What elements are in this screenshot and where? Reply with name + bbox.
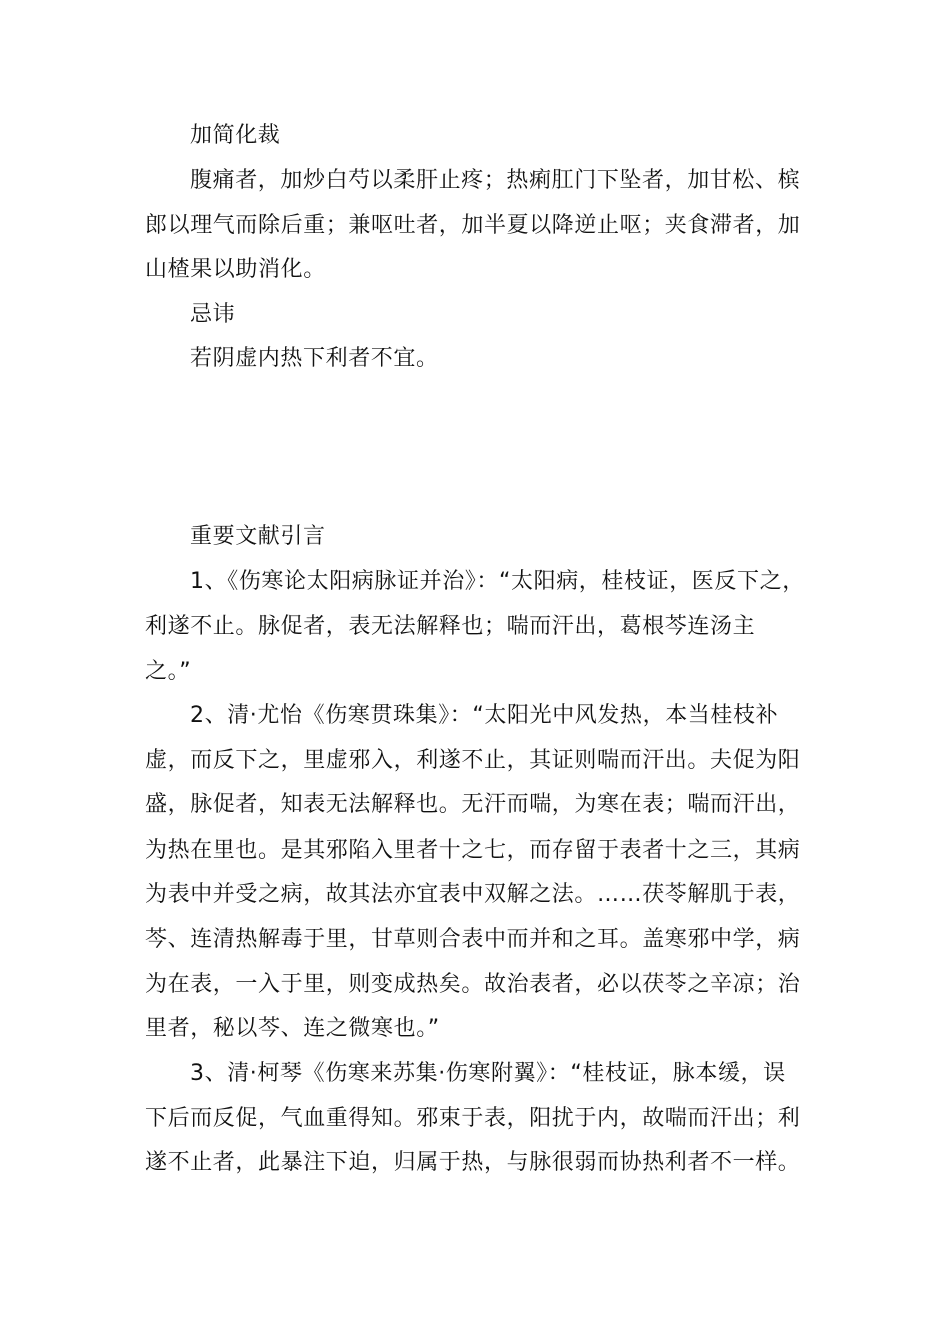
paragraph-line: 下后而反促，气血重得知。邪束于表，阳扰于内，故喘而汗出；利 bbox=[145, 1106, 801, 1131]
paragraph-line: 利遂不止。脉促者，表无法解释也；喘而汗出，葛根芩连汤主 bbox=[145, 614, 756, 639]
paragraph-line: 若阴虚内热下利者不宜。 bbox=[190, 346, 439, 371]
paragraph-line: 为热在里也。是其邪陷入里者十之七，而存留于表者十之三，其病 bbox=[145, 838, 801, 863]
heading-jihui: 忌讳 bbox=[190, 302, 236, 327]
paragraph-line: 虚，而反下之，里虚邪入，利遂不止，其证则喘而汗出。夫促为阳 bbox=[145, 748, 801, 773]
heading-wenxian: 重要文献引言 bbox=[190, 524, 326, 549]
paragraph-line: 为在表，一入于里，则变成热矣。故治表者，必以茯苓之辛凉；治 bbox=[145, 972, 801, 997]
citation-item-3: 3、清·柯琴《伤寒来苏集·伤寒附翼》：“桂枝证，脉本缓，误 bbox=[190, 1061, 786, 1086]
paragraph-line: 郎以理气而除后重；兼呕吐者，加半夏以降逆止呕；夹食滞者，加 bbox=[145, 213, 801, 238]
paragraph-line: 盛，脉促者，知表无法解释也。无汗而喘，为寒在表；喘而汗出， bbox=[145, 792, 801, 817]
paragraph-line: 为表中并受之病，故其法亦宜表中双解之法。……茯苓解肌于表， bbox=[145, 882, 801, 907]
paragraph-line: 芩、连清热解毒于里，甘草则合表中而并和之耳。盖寒邪中学，病 bbox=[145, 927, 801, 952]
paragraph-line: 遂不止者，此暴注下迫，归属于热，与脉很弱而协热利者不一样。 bbox=[145, 1150, 801, 1175]
paragraph-line: 里者，秘以芩、连之微寒也。” bbox=[145, 1016, 440, 1041]
paragraph-line: 山楂果以助消化。 bbox=[145, 257, 326, 282]
heading-jiajian: 加简化裁 bbox=[190, 123, 281, 148]
citation-item-2: 2、清·尤怡《伤寒贯珠集》：“太阳光中风发热，本当桂枝补 bbox=[190, 703, 779, 728]
citation-item-1: 1、《伤寒论太阳病脉证并治》：“太阳病，桂枝证，医反下之， bbox=[190, 569, 805, 594]
paragraph-line: 腹痛者，加炒白芍以柔肝止疼；热痢肛门下坠者，加甘松、槟 bbox=[190, 168, 801, 193]
paragraph-line: 之。” bbox=[145, 659, 192, 684]
